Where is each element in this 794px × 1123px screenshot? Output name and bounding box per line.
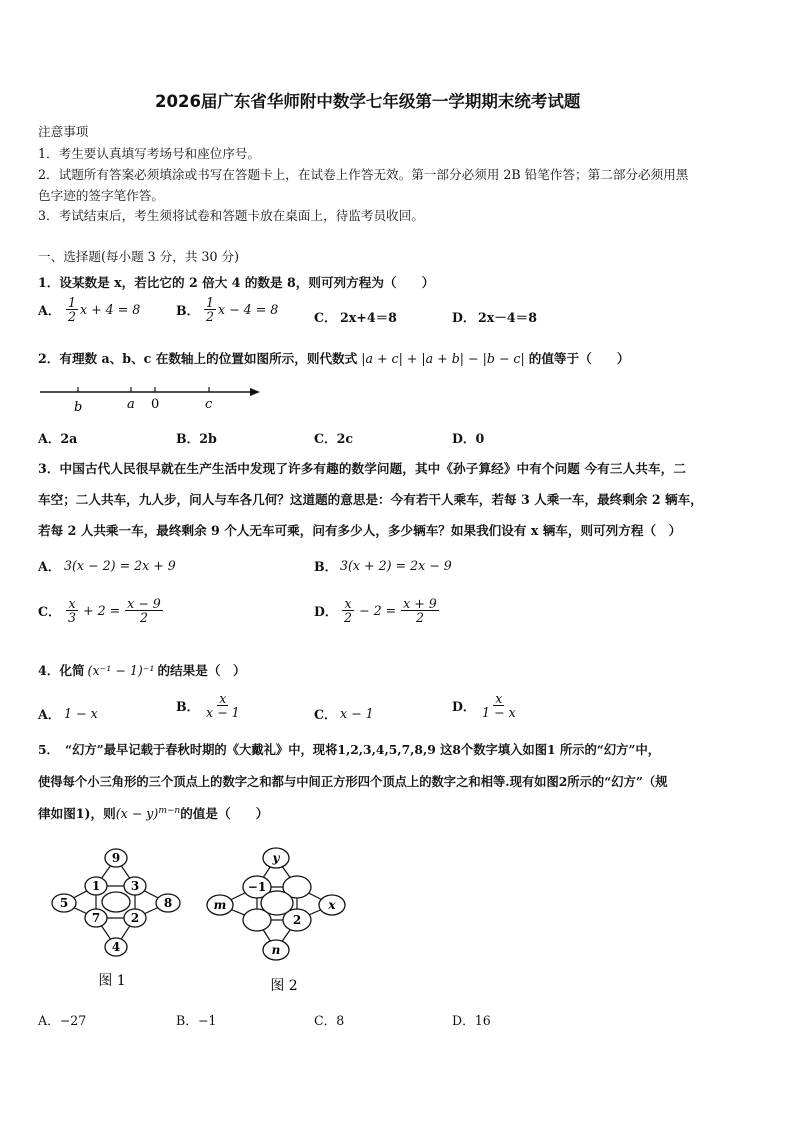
frac-num: x <box>219 691 227 706</box>
q4-text-after: 的结果是（ ） <box>157 663 246 678</box>
question-5-line-2: 使得每个小三角形的三个顶点上的数字之和都与中间正方形四个顶点上的数字之和相等.现有如图2所示的“幻方”（规 <box>38 774 668 789</box>
q2-option-c: C．2c <box>314 431 354 446</box>
option-label: B． <box>314 559 338 574</box>
q2-option-a: A．2a <box>38 431 78 446</box>
section-heading: 一、选择题(每小题 3 分，共 30 分) <box>38 249 240 264</box>
frac-num: x − 9 <box>127 596 161 611</box>
fig2-node-top: y <box>272 851 280 865</box>
option-label: B． <box>176 303 200 319</box>
option-expr: 2x－4＝8 <box>478 310 537 325</box>
q2-text-before: 2．有理数 a、b、c 在数轴上的位置如图所示，则代数式 <box>38 351 358 366</box>
q1-option-b <box>176 296 278 323</box>
fig1-node-right: 8 <box>163 896 173 910</box>
option-mid: + 2 = <box>83 603 121 619</box>
option-label: B． <box>176 699 200 715</box>
option-label: D． <box>452 699 476 715</box>
q4-option-a <box>38 704 98 723</box>
fig2-node-bottom: n <box>271 943 281 957</box>
frac-num: 1 <box>206 295 215 310</box>
q2-option-d: D．0 <box>452 431 485 446</box>
q4-option-d <box>452 692 520 719</box>
frac-num: 1 <box>68 295 77 310</box>
frac-num: x + 9 <box>403 596 437 611</box>
figure-2-caption: 图 2 <box>270 978 298 994</box>
q5-option-b: B．−1 <box>176 1013 217 1028</box>
option-expr: 1 − x <box>64 706 98 721</box>
q3-option-d <box>314 597 441 624</box>
q2-option-b: B．2b <box>176 431 217 446</box>
option-mid: − 2 = <box>359 603 397 619</box>
figure-2-diagram <box>204 840 354 994</box>
frac-den: x − 1 <box>206 705 240 721</box>
question-3-line-2: 车空；二人共车，九人步，问人与车各几何？这道题的意思是：今有若干人乘车，若每 3 人乘一车，最终剩余 2 辆车， <box>38 492 703 507</box>
q4-option-b <box>176 692 244 719</box>
q5-exponent: m−n <box>158 805 181 816</box>
frac-den: 2 <box>139 610 148 626</box>
option-label: D． <box>314 604 338 620</box>
q4-text-before: 4．化简 <box>38 663 85 678</box>
frac-den: 1 − x <box>482 705 516 721</box>
frac-den: 2 <box>415 610 424 626</box>
option-expr: x + 4 = 8 <box>80 302 141 318</box>
fig1-node-tl: 1 <box>91 879 101 893</box>
fig2-node-br: 2 <box>292 913 302 927</box>
axis-label-zero: 0 <box>151 397 160 412</box>
figure-1-diagram <box>46 844 186 994</box>
notice-item-1: 1．考生要认真填写考场号和座位序号。 <box>38 146 261 161</box>
q3-option-c <box>38 597 165 624</box>
number-line <box>38 384 278 420</box>
question-5-line-3 <box>38 803 268 822</box>
question-4-text <box>38 660 246 679</box>
q4-option-c <box>314 704 374 723</box>
fig2-node-right: x <box>328 898 336 912</box>
notice-item-3: 3．考试结束后，考生须将试卷和答题卡放在桌面上，待监考员收回。 <box>38 208 424 223</box>
fig1-node-top: 9 <box>111 851 121 865</box>
axis-label-c: c <box>205 397 213 412</box>
option-expr: 3(x + 2) = 2x − 9 <box>340 558 452 573</box>
figure-1-caption: 图 1 <box>98 973 126 989</box>
q2-text-after: 的值等于（ ） <box>528 351 630 366</box>
q5-option-d: D．16 <box>452 1013 491 1028</box>
question-3-line-1: 3．中国古代人民很早就在生产生活中发现了许多有趣的数学问题，其中《孙子算经》中有个问题 今有三人共车，二 <box>38 461 687 476</box>
q5-expr: (x − y) <box>115 806 159 821</box>
notice-heading: 注意事项 <box>38 124 89 139</box>
fig2-node-tl: −1 <box>247 880 267 894</box>
frac-num: x <box>68 596 76 611</box>
fig1-node-tr: 3 <box>130 879 140 893</box>
option-expr: x − 1 <box>340 706 374 721</box>
fig2-node-left: m <box>213 898 227 912</box>
option-expr: 3(x − 2) = 2x + 9 <box>64 558 176 573</box>
axis-label-b: b <box>74 400 83 415</box>
page-title: 2026届广东省华师附中数学七年级第一学期期末统考试题 <box>155 92 581 111</box>
q3-option-a <box>38 556 176 575</box>
q2-expr: |a + c| + |a + b| − |b − c| <box>361 351 525 366</box>
fig1-node-left: 5 <box>59 896 69 910</box>
notice-item-2: 2．试题所有答案必须填涂或书写在答题卡上，在试卷上作答无效。第一部分必须用 2B 铅笔作答；第二部分必须用黑 <box>38 167 689 182</box>
q1-option-d <box>452 307 537 326</box>
frac-den: 2 <box>68 309 77 325</box>
option-label: A． <box>38 707 61 722</box>
frac-den: 2 <box>344 610 353 626</box>
fig1-node-bl: 7 <box>91 911 101 925</box>
q1-option-a <box>38 296 140 323</box>
frac-num: x <box>344 596 352 611</box>
notice-item-2-cont: 色字迹的签字笔作答。 <box>38 188 164 203</box>
option-expr: x − 4 = 8 <box>218 302 279 318</box>
frac-den: 3 <box>68 610 77 626</box>
option-text: C． <box>314 310 337 325</box>
frac-num: x <box>495 691 503 706</box>
option-label: C． <box>38 604 61 620</box>
q1-option-c <box>314 307 397 326</box>
question-3-line-3: 若每 2 人共乘一车，最终剩余 9 个人无车可乘，问有多少人，多少辆车？如果我们设有 x 辆车，则可列方程（ ） <box>38 523 682 538</box>
fig1-node-bottom: 4 <box>111 940 121 954</box>
q5-text-before: 律如图1)，则 <box>38 806 116 821</box>
axis-label-a: a <box>127 397 135 412</box>
q4-expr: (x⁻¹ − 1)⁻¹ <box>87 663 155 678</box>
question-2-text <box>38 348 629 367</box>
option-label: C． <box>314 707 337 722</box>
option-text: D． <box>452 310 476 325</box>
q5-option-c: C．8 <box>314 1013 345 1028</box>
question-1-text: 1．设某数是 x，若比它的 2 倍大 4 的数是 8，则可列方程为（ ） <box>38 275 435 290</box>
fig1-node-br: 2 <box>130 911 140 925</box>
q5-text-after: 的值是（ ） <box>180 806 269 821</box>
option-label: A． <box>38 303 61 319</box>
option-expr: 2x+4＝8 <box>340 310 397 325</box>
option-label: A． <box>38 559 61 574</box>
q3-option-b <box>314 556 452 575</box>
q5-option-a: A．−27 <box>38 1013 87 1028</box>
frac-den: 2 <box>206 309 215 325</box>
question-5-line-1: 5． “幻方”最早记载于春秋时期的《大戴礼》中，现将1,2,3,4,5,7,8,9 这8个数字填入如图1 所示的“幻方”中， <box>38 742 661 757</box>
